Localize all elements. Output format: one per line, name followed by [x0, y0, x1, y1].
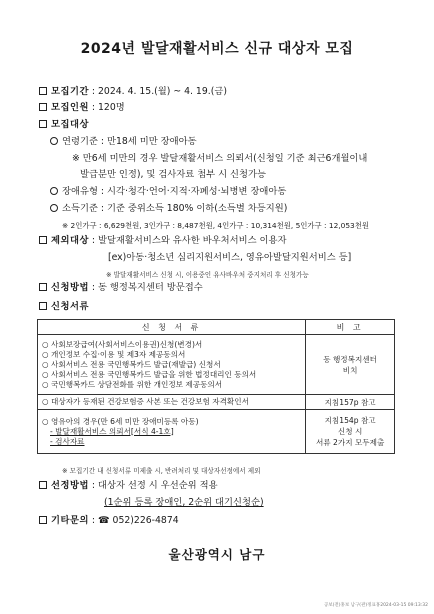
checkbox-square-icon [39, 516, 47, 524]
checkbox-square-icon [39, 120, 47, 128]
method-value: : 동 행정복지센터 방문접수 [91, 282, 203, 293]
documents-group-1-note [306, 335, 395, 395]
list-item: ○ 개인정보 수집·이용 및 제3자 제공동의서 [42, 349, 186, 359]
list-item: ○ 사회서비스 전용 국민행복카드 발급을 위한 법정대리인 동의서 [42, 369, 257, 379]
documents-label: 신청서류 [51, 301, 89, 312]
table-row [38, 395, 395, 410]
list-item: - 발달재활서비스 의뢰서[서식 4-1호] [50, 426, 174, 436]
disability-label: 장애유형 [62, 186, 98, 197]
checkbox-square-icon [39, 481, 47, 489]
income-note: ※ 2인가구 : 6,629천원, 3인가구 : 8,487천원, 4인가구 : 10,314천원, 5인가구 : 12,053천원 [62, 221, 370, 230]
selection-row [39, 480, 218, 492]
period-row [39, 86, 227, 98]
headcount-row [39, 102, 125, 114]
period-value: : 2024. 4. 15.(월) ~ 4. 19.(금) [91, 86, 227, 97]
list-item: ○ 사회서비스 전용 국민행복카드 발급(재발급) 신청서 [42, 359, 221, 369]
target-label: 모집대상 [51, 119, 89, 130]
income-label: 소득기준 [62, 203, 98, 214]
print-stamp: 공보(전)홍보 남구(관)정표홍2024-03-15 09:13:32 [323, 603, 428, 608]
documents-row [39, 301, 89, 313]
disability-row [50, 186, 286, 198]
note-line: 서류 2가지 모두제출 [315, 438, 385, 447]
bullet-circle-icon [50, 204, 58, 212]
disability-value: : 시각·청각·언어·지적·자폐성·뇌병변 장애아동 [100, 186, 287, 197]
headcount-value: : 120명 [91, 102, 125, 113]
list-item: ○ 영유아의 경우(만 6세 미만 장애미등록 아동) [42, 416, 199, 426]
income-row [50, 203, 287, 215]
selection-label: 선정방법 [51, 480, 89, 491]
documents-group-3-note [306, 410, 395, 454]
checkbox-square-icon [39, 236, 47, 244]
method-row [39, 282, 203, 294]
documents-table [37, 319, 395, 454]
table-row [38, 335, 395, 395]
period-label: 모집기간 [51, 86, 89, 97]
note-line: 지침154p 참고 [324, 416, 376, 425]
checkbox-square-icon [39, 87, 47, 95]
page-title: 2024년 발달재활서비스 신규 대상자 모집 [80, 41, 354, 57]
documents-note: ※ 모집기간 내 신청서류 미제출 시, 반려처리 및 대상자선정에서 제외 [62, 467, 261, 475]
income-value: : 기준 중위소득 180% 이하(소득별 차등지원) [100, 203, 288, 214]
checkbox-square-icon [39, 103, 47, 111]
documents-row-2 [38, 395, 306, 410]
exclusion-row [39, 235, 286, 247]
list-item: - 검사자료 [50, 436, 85, 446]
documents-group-3 [38, 410, 306, 454]
bullet-circle-icon [50, 187, 58, 195]
age-note-line-2: 발급분만 인정), 및 검사자료 첨부 시 신청가능 [80, 169, 266, 180]
exclusion-label: 제외대상 [51, 235, 89, 246]
selection-value: : 대상자 선정 시 우선순위 적용 [91, 480, 218, 491]
age-label: 연령기준 [62, 136, 98, 147]
checkbox-square-icon [39, 283, 47, 291]
table-header-documents: 신 청 서 류 [38, 320, 306, 335]
list-item: ○ 대상자가 등재된 건강보험증 사본 또는 건강보험 자격확인서 [42, 397, 249, 406]
contact-row [39, 515, 179, 527]
documents-row-2-note: 지침157p 참고 [306, 395, 395, 410]
exclusion-example: [ex)아동·청소년 심리지원서비스, 영유아발달지원서비스 등] [108, 252, 352, 263]
table-header-note: 비 고 [306, 320, 395, 335]
note-line: 비치 [342, 365, 358, 375]
note-line: 동 행정복지센터 [323, 354, 377, 364]
list-item: ○ 사회보장급여(사회서비스이용권)신청(변경)서 [42, 339, 203, 349]
selection-detail: (1순위 등록 장애인, 2순위 대기신청순) [104, 497, 264, 508]
list-item: ○ 국민행복카드 상담전화를 위한 개인정보 제공동의서 [42, 379, 223, 389]
age-note-line-1: ※ 만6세 미만의 경우 발달재활서비스 의뢰서(신청일 기준 최근6개월이내 [72, 153, 368, 164]
documents-group-1 [38, 335, 306, 395]
note-line: 신청 시 [337, 427, 363, 436]
age-value: : 만18세 미만 장애아동 [100, 136, 197, 147]
method-label: 신청방법 [51, 282, 89, 293]
age-row [50, 136, 197, 148]
headcount-label: 모집인원 [51, 102, 89, 113]
contact-value: : ☎ 052)226-4874 [91, 515, 179, 526]
checkbox-square-icon [39, 302, 47, 310]
table-row [38, 410, 395, 454]
bullet-circle-icon [50, 137, 58, 145]
exclusion-note: ※ 발달재활서비스 신청 시, 이용중인 유사바우처 중지처리 후 신청가능 [106, 271, 309, 279]
exclusion-value: : 발달재활서비스와 유사한 바우처서비스 이용자 [91, 235, 287, 246]
table-header-row [38, 320, 395, 335]
contact-label: 기타문의 [51, 515, 89, 526]
issuer: 울산광역시 남구 [168, 547, 266, 562]
target-row [39, 119, 89, 131]
